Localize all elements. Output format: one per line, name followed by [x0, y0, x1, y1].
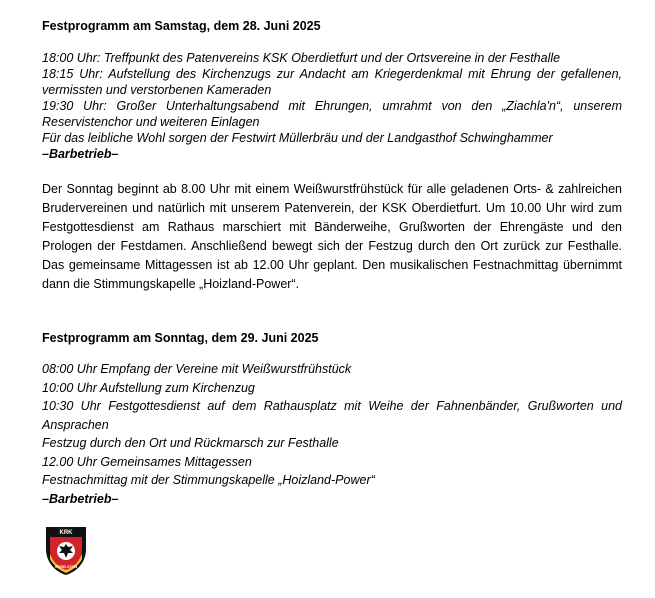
schedule-line: 18:00 Uhr: Treffpunkt des Patenvereins KSK Oberdietfurt und der Ortsvereine in der Festhalle: [42, 51, 561, 65]
schedule-line: 19:30 Uhr: Großer Unterhaltungsabend mit Ehrungen, umrahmt von den „Ziachla'n“, unserem Reservistenchor und weiteren Einlagen: [42, 99, 622, 129]
schedule-line: Für das leibliche Wohl sorgen der Festwirt Müllerbräu und der Landgasthof Schwinghammer: [42, 131, 553, 145]
sunday-heading: Festprogramm am Sonntag, dem 29. Juni 2025: [42, 331, 319, 345]
schedule-line: 10:30 Uhr Festgottesdienst auf dem Rathausplatz mit Weihe der Fahnenbänder, Grußworten und Ansprachen: [42, 399, 622, 432]
saturday-heading: Festprogramm am Samstag, dem 28. Juni 2025: [42, 19, 321, 33]
schedule-line: Festzug durch den Ort und Rückmarsch zur Festhalle: [42, 436, 339, 450]
sunday-schedule: [42, 360, 622, 508]
schedule-line: 18:15 Uhr: Aufstellung des Kirchenzugs zur Andacht am Kriegerdenkmal mit Ehrung der gefallenen, vermissten und verstorbenen Kameraden: [42, 67, 622, 97]
schedule-line: Festnachmittag mit der Stimmungskapelle „Hoizland-Power“: [42, 473, 375, 487]
club-emblem-logo: [42, 523, 90, 577]
saturday-schedule: [42, 50, 622, 162]
sunday-intro-paragraph: Der Sonntag beginnt ab 8.00 Uhr mit einem Weißwurstfrühstück für alle geladenen Orts- & zahlreichen Brudervereinen und natürlich mit unserem Patenverein, der KSK Oberdietfurt. Um 10.00 Uhr wird zum Festgottesdienst am Rathaus marschiert mit Bänderweihe, Grußworten der Ehrengäste und den Prologen der Festdamen. Anschließend bewegt sich der Festzug durch den Ort zurück zur Festhalle. Das gemeinsame Mittagessen ist ab 12.00 Uhr geplant. Den musikalischen Festnachmittag übernimmt dann die Stimmungskapelle „Hoizland-Power“.: [42, 182, 622, 291]
bar-note: –Barbetrieb–: [42, 147, 119, 161]
document: [42, 18, 622, 508]
schedule-line: 08:00 Uhr Empfang der Vereine mit Weißwurstfrühstück: [42, 362, 352, 376]
emblem-bottom-text: GEISELSTEIN: [54, 565, 78, 569]
bar-note: –Barbetrieb–: [42, 491, 119, 506]
emblem-top-text: KRK: [59, 530, 73, 536]
schedule-line: 12.00 Uhr Gemeinsames Mittagessen: [42, 454, 252, 469]
schedule-line: 10:00 Uhr Aufstellung zum Kirchenzug: [42, 380, 255, 395]
